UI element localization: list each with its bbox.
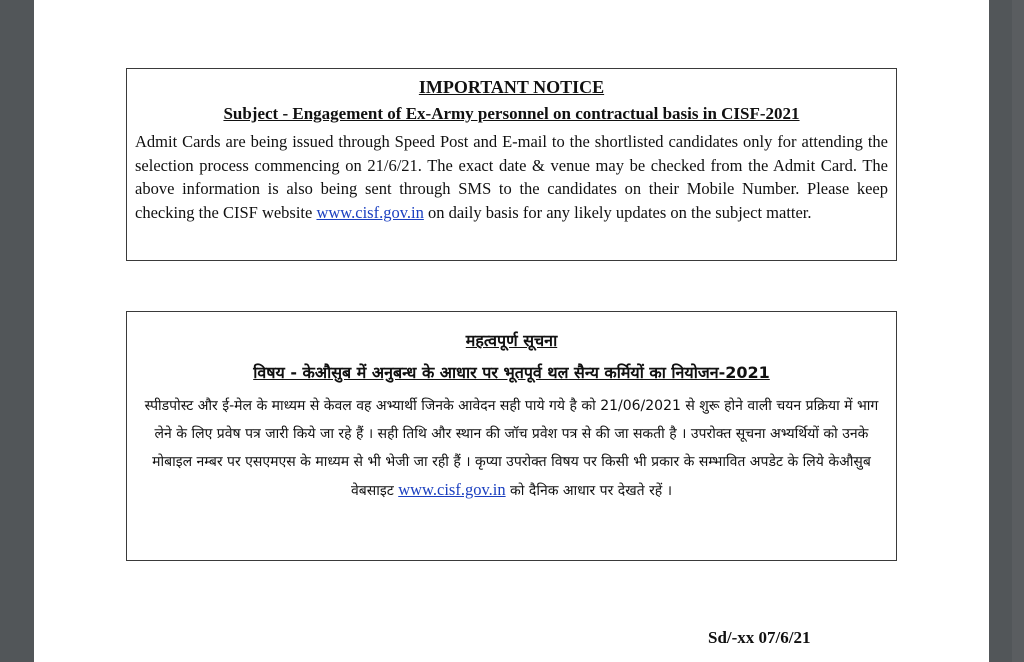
notice-body-english-text-end: on daily basis for any likely updates on the subject matter. [423, 202, 812, 222]
notice-body-hindi-text-end: को दैनिक आधार पर देखते रहें । [505, 483, 673, 499]
notice-body-english [135, 130, 888, 224]
notice-body-english-text: Admit Cards are being issued through Speed Post and E-mail to the shortlisted candidates only for attending the selection process commencing on 21/6/21. The exact date & venue may be checked from the Admit Card. The above information is also being sent through SMS to the candidates on their Mobile Number. Please keep checking the CISF website [135, 132, 888, 222]
signature: Sd/-xx 07/6/21 [708, 628, 811, 647]
notice-hindi-box [126, 311, 897, 561]
cisf-website-link-hindi[interactable]: www.cisf.gov.in [398, 480, 506, 499]
notice-body-hindi [137, 392, 886, 505]
cisf-website-link[interactable]: www.cisf.gov.in [316, 202, 424, 222]
notice-heading-hindi: महत्वपूर्ण सूचना [465, 331, 558, 350]
notice-heading-english: IMPORTANT NOTICE [418, 77, 605, 97]
notice-subject-english: Subject - Engagement of Ex-Army personnel on contractual basis in CISF-2021 [223, 104, 800, 123]
notice-subject-hindi: विषय - केऔसुब में अनुबन्ध के आधार पर भूतपूर्व थल सैन्य कर्मियों का नियोजन-2021 [253, 363, 770, 382]
notice-body-hindi-text: स्पीडपोस्ट और ई-मेल के माध्यम से केवल वह अभ्यार्थी जिनके आवेदन सही पाये गये है को 21/06/2021 से शुरू होने वाली चयन प्रक्रिया में भाग लेने के लिए प्रवेष पत्र जारी किये जा रहे हैं । सही तिथि और स्थान की जॉच प्रवेश पत्र से की जा सकती है । उपरोक्त सूचना अभ्यर्थियों को उनके मोबाइल नम्बर पर एसएमएस के माध्यम से भी भेजी जा रही हैं । कृप्या उपरोक्त विषय पर किसी भी प्रकार के सम्भावित अपडेट के लिये केऔसुब वेबसाइट [144, 398, 879, 499]
notice-english-box [126, 68, 897, 261]
scrollbar[interactable] [1012, 0, 1024, 662]
